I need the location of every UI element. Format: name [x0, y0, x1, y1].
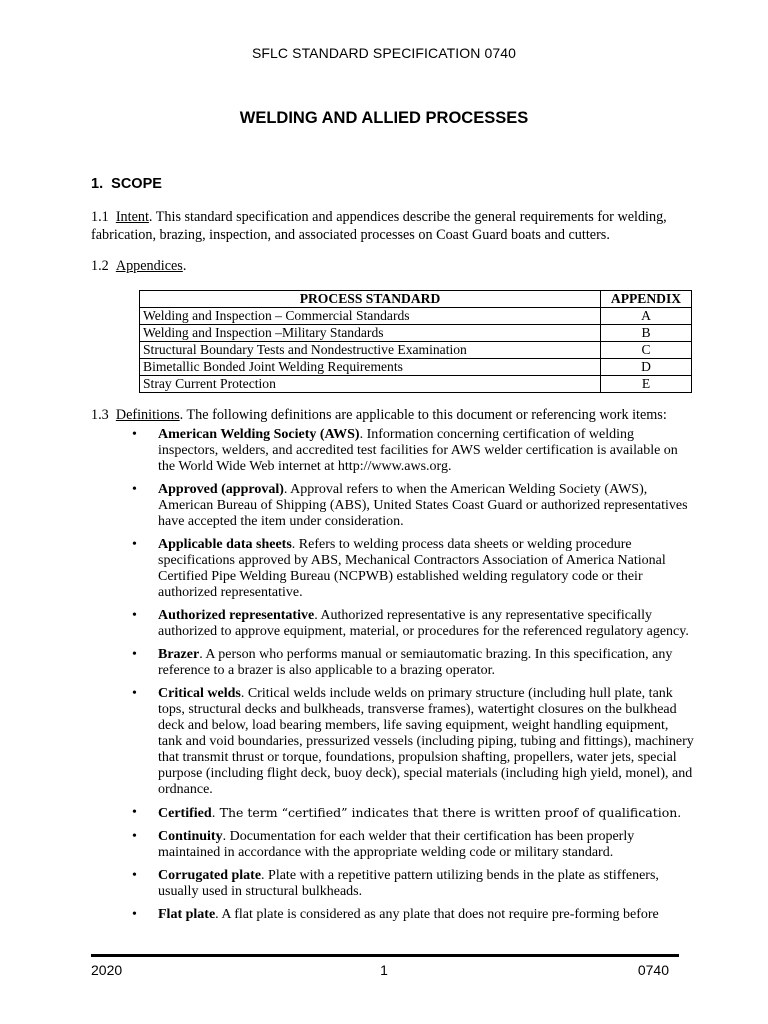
definition-item: [115, 427, 695, 475]
table-row: [140, 359, 692, 376]
cell-appendix: D: [601, 359, 692, 376]
definition-item: [115, 686, 695, 798]
bullet-icon: •: [132, 907, 137, 922]
bullet-icon: •: [132, 427, 137, 442]
definition-item: [115, 647, 695, 679]
para-text: .: [182, 258, 187, 274]
document-title: WELDING AND ALLIED PROCESSES: [239, 109, 529, 127]
definition-term: Critical welds: [158, 686, 241, 701]
bullet-icon: •: [132, 608, 137, 623]
definition-term: American Welding Society (AWS): [158, 427, 360, 442]
para-number: 1.1: [91, 209, 109, 225]
para-term: Definitions: [115, 407, 180, 423]
definition-text: . Plate with a repetitive pattern utilizing bends in the plate as stiffeners, usually used in structural bulkheads.: [158, 868, 659, 899]
column-header-appendix: APPENDIX: [601, 291, 692, 308]
appendix-table: [139, 290, 692, 393]
cell-standard: Structural Boundary Tests and Nondestructive Examination: [140, 342, 601, 359]
definition-text: . Approval refers to when the American Welding Society (AWS), American Bureau of Shipping (ABS), United States Coast Guard or authorized representatives have accepted the item under consideration.: [158, 482, 688, 529]
definition-text: . Critical welds include welds on primary structure (including hull plate, tank tops, structural decks and bulkheads, transverse frames), watertight closures on the bulkhead deck and below, load bearing members, life saving equipment, weight handling equipment, tank and void boundaries, pressurized vessels (including piping, tubing and fittings), machinery that transmit thrust or torque, foundations, propulsion shafting, propellers, water jets, special purpose (including flight deck, buoy deck), special materials (including high yield, monel), and ordnance.: [158, 686, 694, 797]
section-label: SCOPE: [111, 176, 162, 192]
table-row: [140, 376, 692, 393]
definition-text: . Documentation for each welder that their certification has been properly maintained in accordance with the appropriate welding code or military standard.: [158, 829, 635, 860]
paragraph-intent: [91, 208, 691, 244]
definition-term: Authorized representative: [158, 608, 315, 623]
section-heading: [91, 176, 162, 192]
footer-page-number: 1: [380, 962, 388, 978]
bullet-icon: •: [132, 829, 137, 844]
bullet-icon: •: [132, 537, 137, 552]
cell-standard: Bimetallic Bonded Joint Welding Requirements: [140, 359, 601, 376]
cell-standard: Welding and Inspection –Military Standards: [140, 325, 601, 342]
definition-text: . Authorized representative is any representative specifically authorized to approve equipment, material, or procedures for the referenced regulatory agency.: [158, 608, 689, 639]
definition-term: Applicable data sheets: [158, 537, 292, 552]
definition-item: [115, 907, 695, 923]
bullet-icon: •: [132, 647, 137, 662]
footer-rule: [91, 954, 679, 957]
definition-term: Flat plate: [158, 907, 216, 922]
para-term: Intent: [115, 209, 149, 225]
definition-item: [115, 482, 695, 530]
definition-term: Certified: [158, 806, 212, 821]
definition-item: [115, 608, 695, 640]
table-row: [140, 325, 692, 342]
section-number: 1.: [91, 176, 104, 192]
definition-term: Corrugated plate: [158, 868, 262, 883]
definition-item: [115, 805, 695, 822]
para-text: . This standard specification and appendices describe the general requirements for welding, fabrication, brazing, inspection, and associated processes on Coast Guard boats and cutters.: [91, 209, 667, 243]
definition-text: . A flat plate is considered as any plate that does not require pre-forming before: [215, 907, 659, 922]
cell-appendix: A: [601, 308, 692, 325]
bullet-icon: •: [132, 805, 137, 820]
cell-appendix: B: [601, 325, 692, 342]
footer-year: 2020: [91, 962, 123, 978]
column-header-standard: PROCESS STANDARD: [140, 291, 601, 308]
definitions-list: [115, 427, 695, 930]
definition-item: [115, 868, 695, 900]
definition-text: . A person who performs manual or semiautomatic brazing. In this specification, any reference to a brazer is also applicable to a brazing operator.: [158, 647, 673, 678]
para-number: 1.2: [91, 258, 109, 274]
para-text: . The following definitions are applicable to this document or referencing work items:: [179, 407, 667, 423]
cell-standard: Stray Current Protection: [140, 376, 601, 393]
definition-text: . Information concerning certification of welding inspectors, welders, and accredited test facilities for AWS welder certification is available on the World Wide Web internet at http://www.aws.org.: [158, 427, 678, 474]
para-number: 1.3: [91, 407, 109, 423]
definition-term: Brazer: [158, 647, 200, 662]
para-term: Appendices: [115, 258, 183, 274]
table-header-row: [140, 291, 692, 308]
cell-standard: Welding and Inspection – Commercial Standards: [140, 308, 601, 325]
cell-appendix: E: [601, 376, 692, 393]
table-row: [140, 308, 692, 325]
definition-text: . The term “certified” indicates that there is written proof of qualification.: [211, 805, 682, 820]
definition-item: [115, 537, 695, 601]
paragraph-definitions: [91, 406, 691, 424]
definition-item: [115, 829, 695, 861]
definition-text: . Refers to welding process data sheets or welding procedure specifications approved by ABS, Mechanical Contractors Association of America National Certified Pipe Welding Bureau (NCPWB) established welding regulatory code or their authorized representative.: [158, 537, 666, 600]
running-header: SFLC STANDARD SPECIFICATION 0740: [251, 45, 517, 61]
table-row: [140, 342, 692, 359]
bullet-icon: •: [132, 868, 137, 883]
bullet-icon: •: [132, 482, 137, 497]
definition-term: Approved (approval): [158, 482, 284, 497]
bullet-icon: •: [132, 686, 137, 701]
paragraph-appendices: [91, 257, 691, 275]
definition-term: Continuity: [158, 829, 223, 844]
footer-spec-number: 0740: [637, 962, 669, 978]
cell-appendix: C: [601, 342, 692, 359]
